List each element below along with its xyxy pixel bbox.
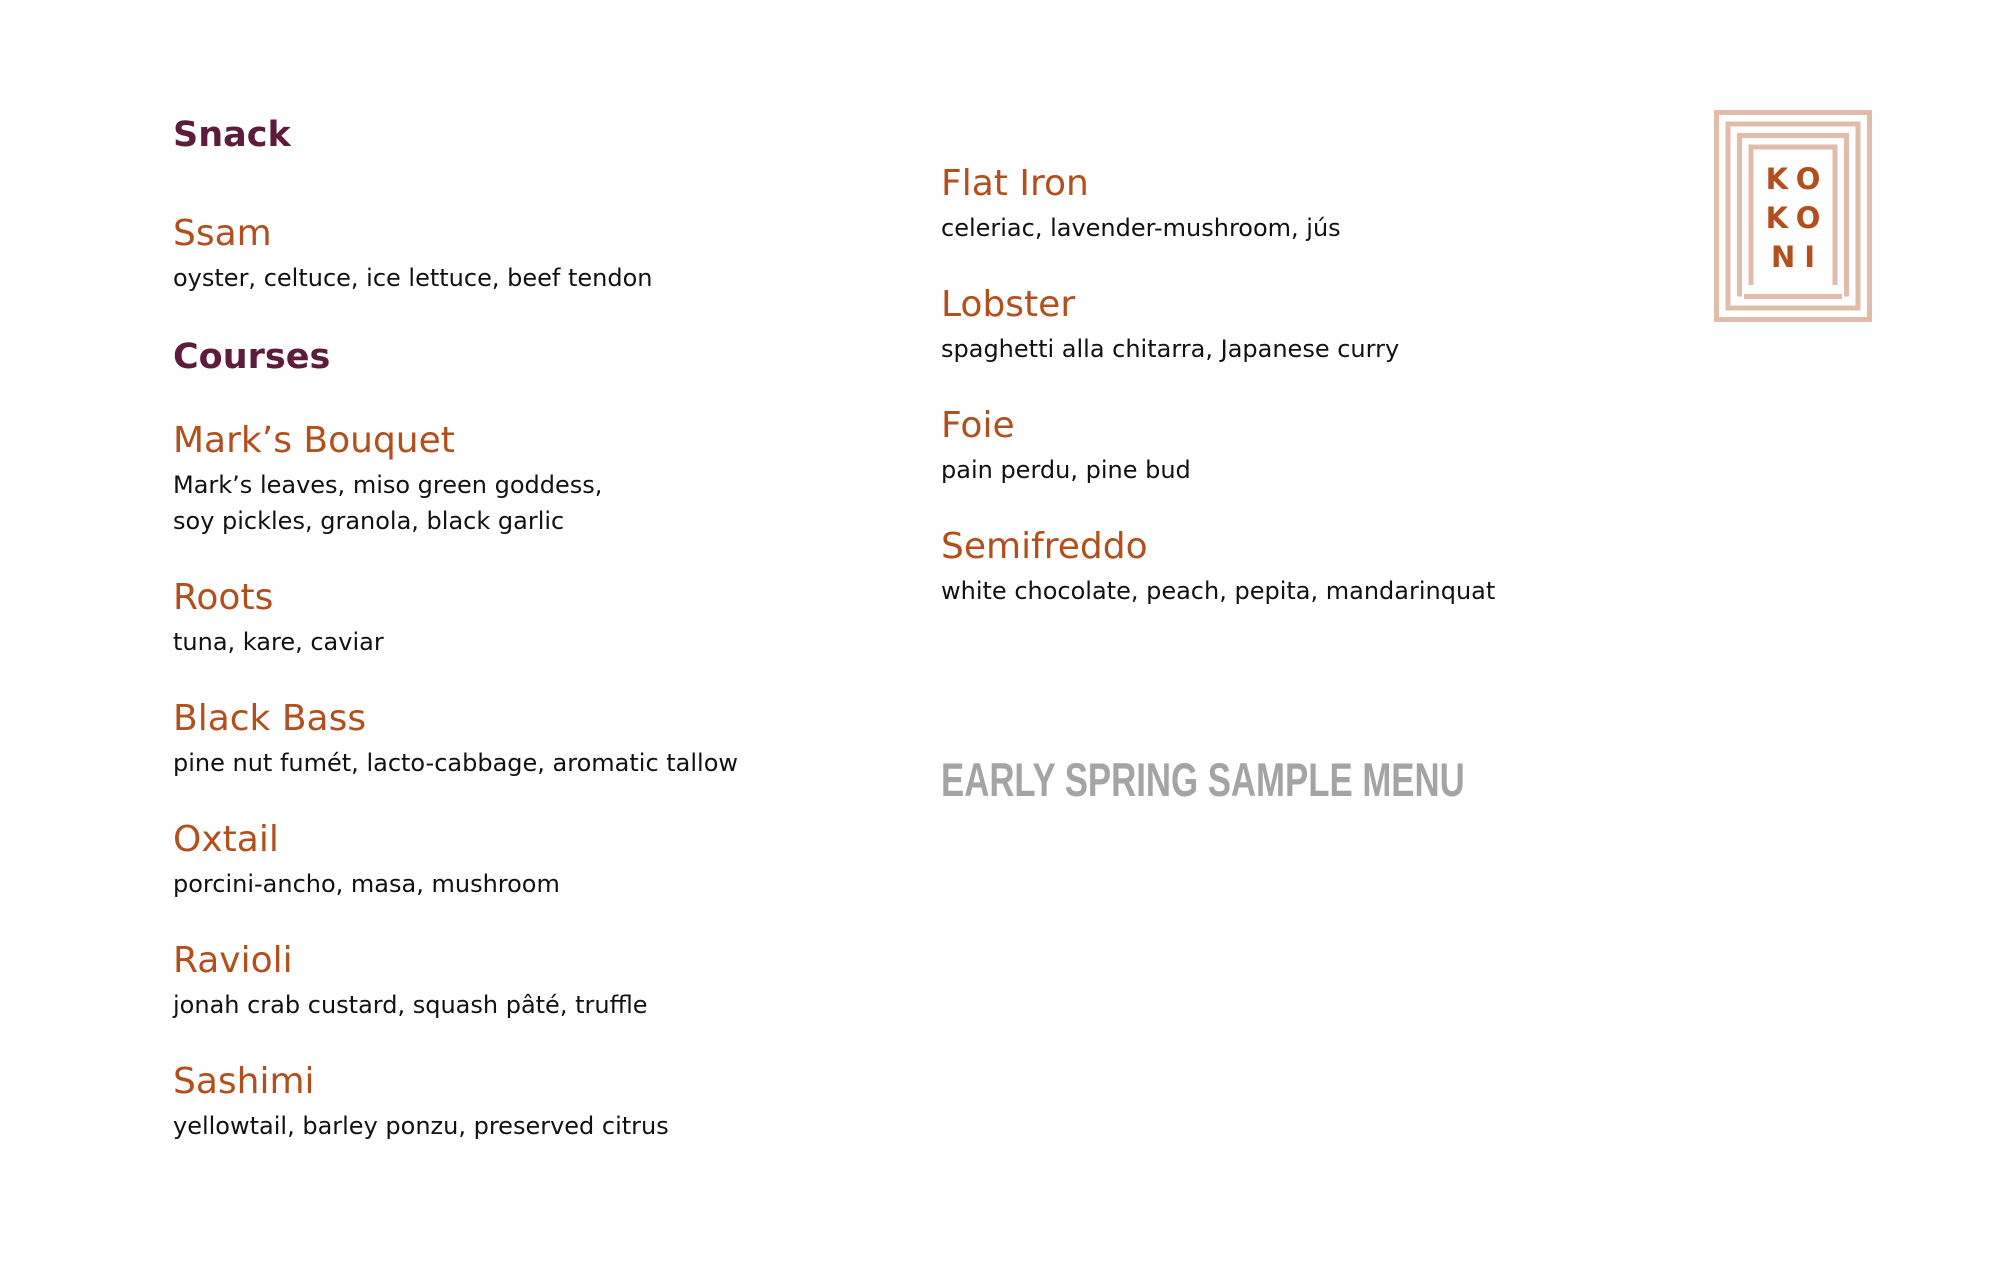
menu-item-oxtail [173,820,560,902]
dish-name: Foie [941,405,1015,446]
menu-item-sashimi [173,1062,669,1144]
menu-item-ravioli [173,941,648,1023]
section-heading-snack: Snack [173,115,291,155]
menu-tagline: EARLY SPRING SAMPLE MENU [941,753,1465,806]
dish-name: Semifreddo [941,526,1148,567]
dish-name: Sashimi [173,1061,315,1102]
dish-description: celeriac, lavender-mushroom, jús [941,213,1341,242]
menu-item-ssam [173,214,652,296]
dish-name: Black Bass [173,698,367,739]
dish-name: Ravioli [173,940,293,981]
dish-name: Roots [173,577,274,618]
dish-name: Flat Iron [941,163,1089,204]
dish-description: porcini-ancho, masa, mushroom [173,869,560,898]
dish-description: Mark’s leaves, miso green goddess, [173,470,603,499]
logo-text-line-1: KO [1765,162,1830,196]
menu-item-semifreddo [941,527,1495,609]
menu-item-black-bass [173,699,738,781]
dish-description: pain perdu, pine bud [941,455,1191,484]
dish-description: white chocolate, peach, pepita, mandarinquat [941,576,1496,605]
menu-item-foie [941,406,1191,488]
dish-name: Ssam [173,213,272,254]
dish-description: spaghetti alla chitarra, Japanese curry [941,334,1400,363]
dish-name: Oxtail [173,819,279,860]
kokoni-logo [1714,110,1872,322]
logo-text-line-3: NI [1770,240,1825,274]
dish-description: yellowtail, barley ponzu, preserved citrus [173,1111,669,1140]
section-heading-courses: Courses [173,337,331,377]
dish-name: Lobster [941,284,1076,325]
dish-name: Mark’s Bouquet [173,420,455,461]
dish-description: oyster, celtuce, ice lettuce, beef tendon [173,263,653,292]
menu-item-flat-iron [941,164,1341,246]
dish-description-line-2: soy pickles, granola, black garlic [173,506,565,535]
dish-description: pine nut fumét, lacto-cabbage, aromatic tallow [173,748,739,777]
dish-description: tuna, kare, caviar [173,627,384,656]
menu-item-marks-bouquet [173,421,602,539]
menu-item-lobster [941,285,1399,367]
menu-item-roots [173,578,384,660]
logo-text-line-2: KO [1765,201,1830,235]
dish-description: jonah crab custard, squash pâté, truffle [173,990,648,1019]
